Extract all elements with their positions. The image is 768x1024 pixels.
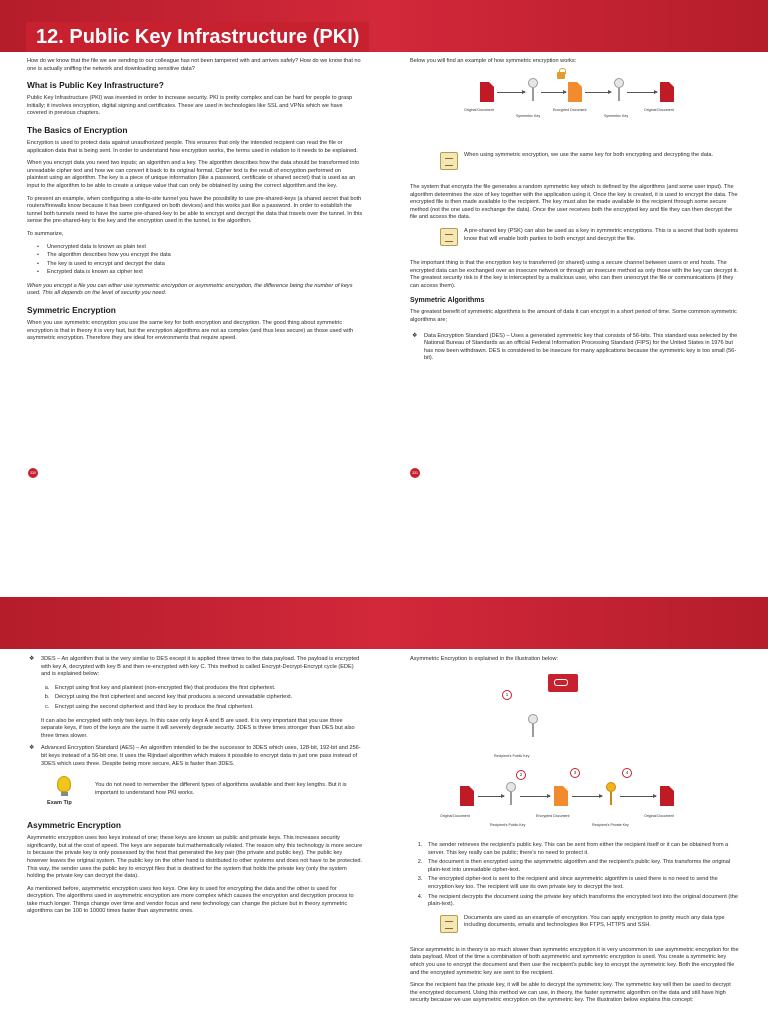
step-number-badge: 1 [502,690,512,700]
heading-symmetric-algorithms: Symmetric Algorithms [410,297,485,305]
arrow-icon [585,92,611,93]
symmetric-key-icon [614,78,624,102]
step-number-badge: 2 [516,770,526,780]
paragraph-private-key: Since the recipient has the private key, it will be able to decrypt the symmetric key. The symmetric key will then be used to decrypt the encrypted document. Using this method we can use, in theory, the faster symmetric algorithm on the data and still have high security because we use asymmetric encryption on the symmetric key. The illustration below explains this concept: [410,982,731,1004]
right-column-top-body [410,146,740,369]
arrow-icon [572,796,602,797]
list-item: 3. The encrypted cipher-text is sent to the recipient and since asymmetric algorithm is used there is no need to send the encryption key too. The recipient will use its own private key to decrypt the text. [424,876,740,891]
label-symmetric-key: Symmetric Key [516,114,541,118]
list-item: 2. The document is then encrypted using the asymmetric algorithm and the recipient's public key. This transforms the original plain-text into unreadable cipher-text. [424,859,740,874]
summarize-label: To summarize, [27,230,64,237]
intro-paragraph: How do we know that the file we are sending to our colleague has not been tampered with and arrives safely? How do we know that no one is actually sniffing the network and downloading sensitive data? [27,58,361,72]
lightbulb-icon [57,776,71,792]
list-item: 4. The recipient decrypts the document using the private key which transforms the encrypted text into the original document (the plain-text). [424,894,740,909]
paragraph-key-transfer: The important thing is that the encryption key is transferred (or shared) using a secure channel between users or end hosts. The encrypted data can be exchanged over an insecure network or through an insecure method as only those with the key can decrypt it. The greatest security risk is if the key is intercepted by a malicious user, who can then unencrypt the file or communications (if they can access them). [410,259,739,289]
note-psk: A pre-shared key (PSK) can also be used as a key in symmetric encryptions. This is a secret that both systems know that will enable both parties to both encrypt and decrypt the file. [464,227,739,242]
label-recipients-private-key: Recipient's Private Key [592,823,629,827]
exam-tip-label: Exam Tip [47,800,72,807]
label-symmetric-key: Symmetric Key [604,114,629,118]
list-item: c. Encrypt using the second ciphertext and third key to produce the final ciphertext. [51,704,363,712]
paragraph-asymmetric-1: Asymmetric encryption uses two keys instead of one; these keys are known as public and private keys. This increases security significantly, but at the cost of speed. The keys are separate but mathematically related. The reason why this technology is more secure is because the private key is only possessed by the host that generated the key pair (the private and public key). The public key however leaves the original system. The public key on the other hand is distributed to other systems and does not have to be protected. This way, the sender uses the public key to encrypt files that is destined for the system that holds the private key (only the system holding the private key can decrypt the data). [27,835,363,880]
original-document-icon [480,82,494,102]
label-recipients-public-key: Recipient's Public Key [490,823,526,827]
symmetric-example-intro: Below you will find an example of how symmetric encryption works: [410,58,577,64]
list-item: a. Encrypt using first key and plaintext (non-encrypted file) that produces the first ciphertext. [51,685,363,693]
label-original-document: Original Document [440,814,470,818]
note-box [410,228,740,252]
note-icon [440,228,458,246]
paragraph-asymmetric-slow: Since asymmetric is in theory is so much slower than symmetric encryption it is very uncommon to use asymmetric encryption for the data payload. Most of the time a combination of both asymmetric and symmetric encryption is used. You create a symmetric key which you use to encrypt the document and then use the recipient's public key to encrypt the symmetric key. Both the encrypted file and the encrypted symmetric key are sent to the recipient. [410,946,739,976]
heading-symmetric: Symmetric Encryption [27,305,116,316]
right-column-bottom-body [410,842,740,1010]
heading-what-is-pki: What is Public Key Infrastructure? [27,80,164,91]
note-same-key: When using symmetric encryption, we use the same key for both encrypting and decrypting the data. [464,152,714,158]
label-encrypted-document: Encrypted Document [553,108,587,112]
note-box [410,915,740,939]
public-key-icon [506,782,516,806]
exam-tip-text: You do not need to remember the different types of algorithms available and their key lengths. But it is important to understand how PKI works. [95,782,347,796]
left-column-top [27,58,363,348]
private-key-icon [606,782,616,806]
ede-steps-list [51,685,363,712]
paragraph-what-is-pki: Public Key Infrastructure (PKI) was invented in order to increase security. PKI is pretty complex and can be hard for people to grasp initially; it involves encryption, digital signing and certificates. These are used in technologies like SSL and VPNs which we have covered in previous chapters. [27,95,353,117]
arrow-icon [541,92,566,93]
summary-list [37,244,363,277]
exam-tip-box [27,778,363,808]
page-number-left-top: 330 [28,468,38,478]
note-icon [440,152,458,170]
heading-asymmetric: Asymmetric Encryption [27,820,122,831]
paragraph-symmetric: When you use symmetric encryption you use the same key for both encryption and decryption. The good thing about symmetric encryption is that in theory it is very fast, but the encryption algorithms are not as complex (and thus less secure) as those used with asymmetric encryption. Therefore they are ideal for environments that require speed. [27,320,354,342]
symmetric-key-icon [528,78,538,102]
paragraph-choice: When you encrypt a file you can either use symmetric encryption or asymmetric encryption, the difference being the number of keys used. This all depends on the level of security you need. [27,282,353,297]
paragraph-symmetric-algorithms: The greatest benefit of symmetric algorithms is the amount of data it can encrypt in a short period of time. Some common symmetric algorithms are; [410,309,737,323]
paragraph-basics-2: When you encrypt data you need two inputs; an algorithm and a key. The algorithm describes how the data should be transformed into unreadable cipher text and how we can convert it back to its original format. Cipher text is the result of encryption performed on plaintext using an algorithm. The key is a piece of unique information (like a password, certificate or shared secret) that is used as an input to the algorithm to be able to create a unique value that can only be obtained by using the correct algorithm and the key. [27,160,360,189]
asymmetric-encryption-diagram [430,668,710,838]
original-document-icon [460,786,474,806]
public-key-icon [528,714,538,738]
list-item: • The key is used to encrypt and decrypt the data [37,261,363,269]
arrow-icon [620,796,656,797]
original-document-icon [660,82,674,102]
arrow-icon [478,796,504,797]
label-original-document: Original Document [644,814,674,818]
arrow-icon [520,796,550,797]
triple-des-item: ❖ 3DES – An algorithm that is the very similar to DES except it is applied three times to the data payload. The payload is encrypted with key A, decrypted with key B and then re-encrypted with key C. This method is called Encrypt-Decrypt-Encrypt cycle (EDE) and is explained below: [27,656,363,679]
server-icon [548,674,578,692]
label-original-document: Original Document [644,108,674,112]
paragraph-basics-1: Encryption is used to protect data against unauthorized people. This ensures that only the intended recipient can read the file or application data that is being sent. In order to understand how encryption works, the terms used in relation to it needs to be explained. [27,139,358,154]
des-item: ❖ Data Encryption Standard (DES) – Uses a generated symmetric key that consists of 56-bits. This standard was selected by the National Bureau of Standards as an official Federal Information Processing Standard (FIPS) for the United States in 1976 but has now been withdrawn. DES is considered to be insecure for many applications because the symmetric key is too small (56-bit). [410,333,740,363]
step-number-badge: 4 [622,768,632,778]
paragraph-system-key: The system that encrypts the file generates a random symmetric key which is defined by the algorithms (and some user input). The algorithm determines the size of key together with the application using it. Once the key is created, it is used to encrypt the data. The encrypted file is then made available to the recipient. The key must also be made available to the recipient through some secure method (not the one used to exchange the data). Once the user receives both the encrypted key and file they can then decrypt the file and access the data. [410,184,738,221]
list-item: b. Decrypt using the first ciphertext and second key that produces a second unreadable ciphertext. [51,694,363,702]
paragraph-two-keys: It can also be encrypted with only two keys. In this case only keys A and B are used. It is very important that you use three separate keys, if two of the keys are the same it will severely degrade security. 3DES is three times stronger than DES but also three times slower. [41,717,355,739]
page-title: 12. Public Key Infrastructure (PKI) [26,22,369,52]
note-documents: Documents are used as an example of encryption. You can apply encryption to pretty much any data type including documents, emails and technologies like FTPS, HTTPS and SSH. [464,914,725,929]
label-original-document: Original Document [464,108,494,112]
paragraph-basics-3: To present an example, when configuring a site-to-site tunnel you have the possibility to use pre-shared-keys (a shared secret that both routers/firewalls know because it has been configured on both devices) and this works just like a password. In order to establish the tunnel both tunnels need to have the same pre-shared-key to be able to encrypt and decrypt the data that travels over the tunnel. In this sense the pre-shared-key is the key and the encryption used in the tunnel, is the algorithm. [27,195,363,225]
note-icon [440,915,458,933]
arrow-icon [497,92,525,93]
heading-basics: The Basics of Encryption [27,124,128,135]
right-column-bottom [410,656,740,669]
page-number-right-top: 331 [410,468,420,478]
note-box [410,152,740,176]
lightbulb-base-icon [61,792,68,796]
aes-item: ❖ Advanced Encryption Standard (AES) – An algorithm intended to be the successor to 3DES which uses, 128-bit, 192-bit and 256-bit keys instead of a 56-bit one. It uses the Rijndael algorithm which makes it possible to encrypt data in just one pass instead of 3DES which uses three. Despite being more secure, AES is faster than 3DES. [27,745,363,768]
label-recipients-public-key: Recipient's Public Key [494,754,530,758]
original-document-icon [660,786,674,806]
list-item: • Unencrypted data is known as plain text [37,244,363,252]
asymmetric-illustration-intro: Asymmetric Encryption is explained in the illustration below: [410,656,558,662]
paragraph-asymmetric-2: As mentioned before, asymmetric encryption uses two keys. One key is used for encrypting the data and the other is used for decryption. The algorithms used in asymmetric encryption are more complex which causes the encryption and decryption process to take much longer. Things change over time and vendor focus and new technology can change the picture but in theory symmetric algorithms can be 100 to 10000 times faster than asymmetric ones. [27,885,354,915]
step-number-badge: 3 [570,768,580,778]
encrypted-document-icon [554,786,568,806]
list-item: 1. The sender retrieves the recipient's public key. This can be sent from either the recipient itself or it can be obtained from a server. This key really can be public; there's no need to protect it. [424,842,740,857]
left-column-bottom [27,656,363,921]
label-encrypted-document: Encrypted Document [536,814,570,818]
encrypted-document-icon [568,82,582,102]
list-item: • Encrypted data is known as cipher text [37,269,363,277]
list-item: • The algorithm describes how you encrypt the data [37,252,363,260]
lock-icon [557,72,565,79]
asymmetric-steps-list [424,842,740,909]
header-band-bottom [0,597,768,649]
arrow-icon [627,92,657,93]
symmetric-encryption-diagram [464,66,700,126]
